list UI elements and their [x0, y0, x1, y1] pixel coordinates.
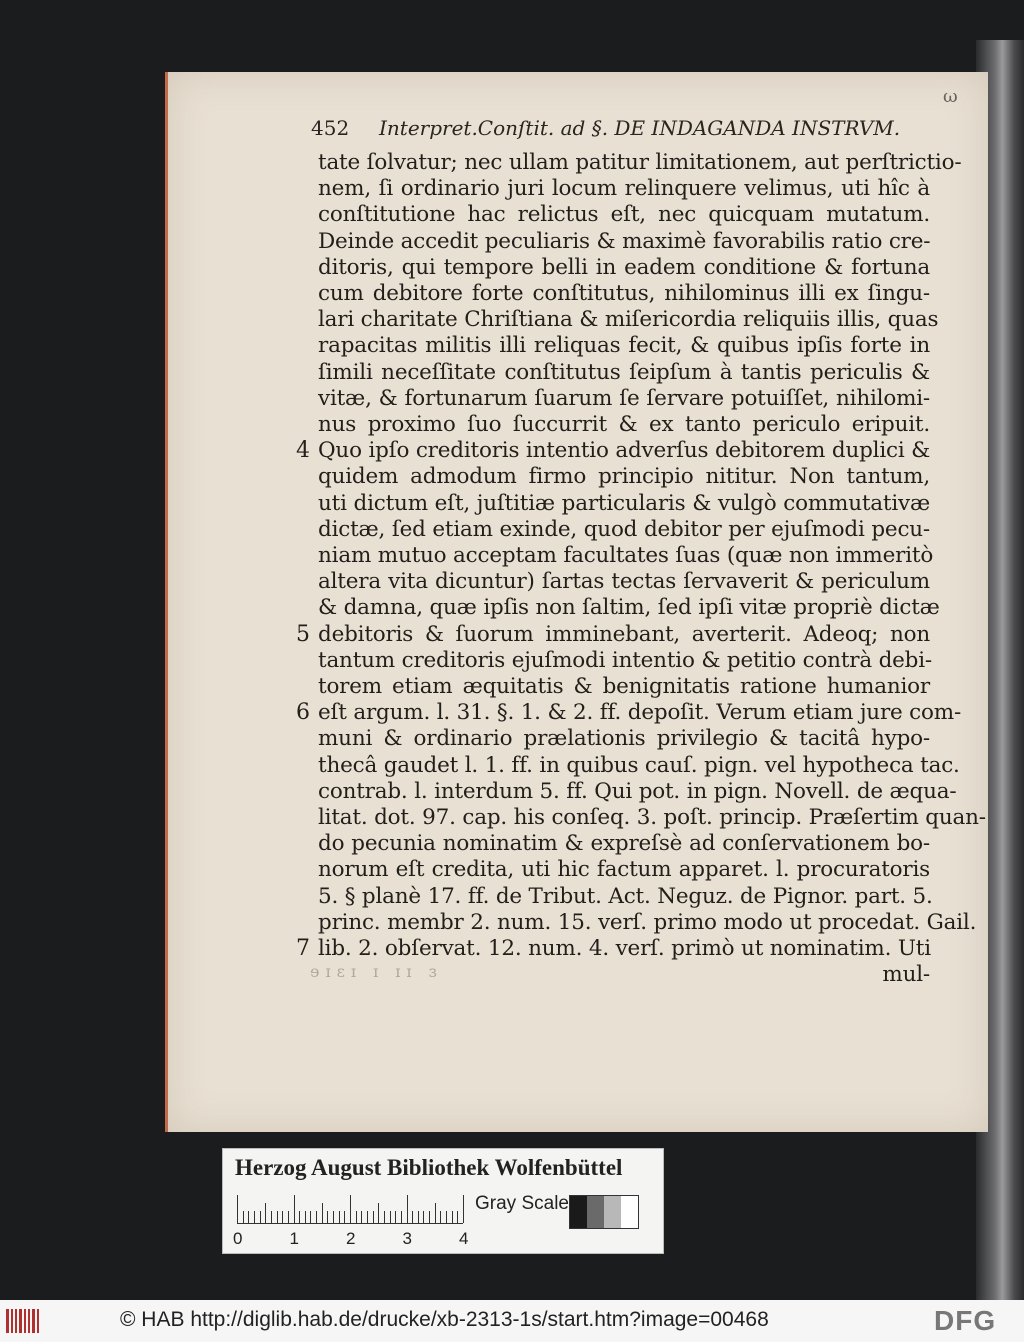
text-line: contrab. l. interdum 5. ff. Qui pot. in pign. Novell. de æqua- — [318, 778, 957, 804]
text-line: Quo ipſo creditoris intentio adverſus debitorem duplici & — [318, 438, 931, 464]
ruler-tick — [423, 1211, 424, 1223]
text-line: nem, ſi ordinario juri locum relinquere velimus, uti hîc à — [318, 176, 930, 202]
dfg-logo: DFG — [934, 1305, 997, 1336]
margin-number: 5 — [296, 621, 310, 647]
margin-number: 7 — [296, 936, 310, 961]
ruler-tick — [237, 1195, 238, 1223]
ruler-tick — [367, 1211, 368, 1223]
ruler-tick — [265, 1203, 266, 1223]
ruler-tick — [243, 1211, 244, 1223]
ruler — [237, 1193, 463, 1224]
ruler-tick — [361, 1211, 362, 1223]
text-line: norum eſt credita, uti hic factum apparet. l. procuratoris — [318, 857, 930, 883]
text-line: litat. dot. 97. cap. his conſeq. 3. poſt. princip. Præſertim quan- — [318, 805, 986, 830]
text-line: ditoris, qui tempore belli in eadem conditione & fortuna — [318, 254, 930, 280]
ruler-tick — [254, 1211, 255, 1223]
book-page — [165, 72, 988, 1132]
ruler-number: 3 — [402, 1229, 412, 1248]
text-line: torem etiam æquitatis & benignitatis ratione humanior — [318, 674, 930, 699]
text-line: lari charitate Chriſtiana & miſericordia reliquiis illis, quas — [318, 307, 939, 333]
ruler-tick — [407, 1195, 408, 1223]
text-line: eſt argum. l. 31. §. 1. & 2. ff. depoſit. Verum etiam jure com- — [318, 700, 962, 726]
ruler-tick — [435, 1203, 436, 1223]
text-line: & damna, quæ ipſis non ſaltim, ſed ipſi vitæ propriè dictæ — [318, 595, 940, 621]
margin-number: 6 — [296, 700, 310, 726]
ruler-tick — [333, 1211, 334, 1223]
ruler-tick — [457, 1211, 458, 1223]
text-line: conſtitutione hac relictus eſt, nec quicquam mutatum. — [318, 202, 930, 228]
ruler-tick — [344, 1211, 345, 1223]
text-line: tantum creditoris ejuſmodi intentio & petitio contrà debi- — [318, 647, 932, 673]
text-line: uti dictum eſt, juſtitiæ particularis & vulgò commutativæ — [318, 490, 930, 516]
text-line: dictæ, ſed etiam exinde, quod debitor per ejuſmodi pecu- — [318, 516, 930, 542]
ruler-tick — [310, 1211, 311, 1223]
text-line: mul- — [882, 962, 930, 988]
ruler-tick — [277, 1211, 278, 1223]
ruler-tick — [401, 1211, 402, 1223]
barcode-bar — [37, 1309, 39, 1333]
ruler-tick — [378, 1203, 379, 1223]
text-line: rapacitas militis illi reliquas fecit, & quibus ipſis forte in — [318, 333, 930, 359]
ruler-tick — [299, 1211, 300, 1223]
ruler-tick — [390, 1211, 391, 1223]
ruler-tick — [446, 1211, 447, 1223]
ruler-tick — [412, 1211, 413, 1223]
text-line: quidem admodum firmo principio nititur. Non tantum, — [318, 464, 930, 490]
ruler-tick — [429, 1211, 430, 1223]
ruler-tick — [322, 1203, 323, 1223]
ruler-tick — [271, 1211, 272, 1223]
color-card — [222, 1148, 664, 1254]
ruler-tick — [260, 1211, 261, 1223]
barcode-bar — [32, 1309, 35, 1333]
text-line: ſimili neceſſitate conſtitutus ſeipſum à tantis periculis & — [318, 359, 930, 385]
text-line: lib. 2. obſervat. 12. num. 4. verſ. primò ut nominatim. Uti — [318, 936, 931, 961]
ruler-number: 2 — [346, 1229, 356, 1248]
ruler-number: 0 — [233, 1229, 243, 1248]
text-line: debitoris & ſuorum imminebant, averterit. Adeoq; non — [318, 621, 930, 647]
text-line: cum debitore forte conſtitutus, nihilominus illi ex ſingu- — [318, 281, 930, 306]
ruler-tick — [418, 1211, 419, 1223]
barcode-bar — [24, 1309, 26, 1333]
text-line: tate ſolvatur; nec ullam patitur limitationem, aut perſtrictio- — [318, 150, 962, 175]
text-line: thecâ gaudet l. 1. ff. in quibus cauſ. pign. vel hypotheca tac. — [318, 752, 960, 778]
running-head-text: Interpret.Conſtit. ad §. DE INDAGANDA INSTRVM. — [379, 116, 901, 140]
barcode-bar — [6, 1309, 9, 1333]
text-line: vitæ, & fortunarum ſuarum ſe ſervare potuiſſet, nihilomi- — [318, 385, 930, 411]
gray-swatch — [587, 1196, 604, 1228]
ruler-tick — [316, 1211, 317, 1223]
ruler-tick — [288, 1211, 289, 1223]
ruler-tick — [327, 1211, 328, 1223]
ruler-tick — [294, 1195, 295, 1223]
ruler-tick — [384, 1211, 385, 1223]
margin-number: 4 — [296, 438, 310, 464]
ruler-tick — [440, 1211, 441, 1223]
ruler-tick — [452, 1211, 453, 1223]
ruler-tick — [350, 1195, 351, 1223]
text-line: niam mutuo acceptam facultates ſuas (quæ non immeritò — [318, 543, 934, 568]
text-line: 5. § planè 17. ff. de Tribut. Act. Neguz. de Pignor. part. 5. — [318, 883, 933, 909]
barcode-bar — [19, 1309, 22, 1333]
ruler-tick — [356, 1211, 357, 1223]
text-line: do pecunia nominatim & expreſsè ad conſervationem bo- — [318, 831, 930, 857]
gray-scale-label: Gray Scale — [475, 1193, 569, 1214]
ruler-tick — [463, 1195, 464, 1223]
ruler-tick — [339, 1211, 340, 1223]
corner-mark: ω — [943, 86, 958, 107]
library-name: Herzog August Bibliothek Wolfenbüttel — [235, 1155, 623, 1180]
ruler-tick — [395, 1211, 396, 1223]
footer-bar — [0, 1300, 1024, 1342]
copyright-link[interactable]: © HAB http://diglib.hab.de/drucke/xb-2313-1s/start.htm?image=00468 — [120, 1308, 769, 1331]
text-line: nus proximo ſuo ſuccurrit & ex tanto periculo eripuit. — [318, 412, 930, 437]
gray-swatch — [604, 1196, 621, 1228]
barcode-bar — [11, 1309, 13, 1333]
gray-swatch — [621, 1196, 638, 1228]
text-line: muni & ordinario prælationis privilegio & tacitâ hypo- — [318, 726, 930, 752]
text-line: Deinde accedit peculiaris & maximè favorabilis ratio cre- — [318, 228, 931, 254]
ruler-tick — [305, 1211, 306, 1223]
text-line: altera vita dicuntur) ſartas tectas ſervaverit & periculum — [318, 569, 930, 595]
ruler-tick — [248, 1211, 249, 1223]
ruler-tick — [282, 1211, 283, 1223]
gray-scale-swatches — [569, 1195, 639, 1229]
ruler-number: 4 — [459, 1229, 469, 1248]
barcode-bar — [28, 1309, 30, 1333]
gray-swatch — [570, 1196, 587, 1228]
running-head — [311, 116, 931, 144]
page-number: 452 — [311, 116, 350, 140]
barcode-icon — [6, 1309, 40, 1333]
bleed-through-text: ɘɪɛɪ ɪ ɪɪ ɜ — [310, 962, 443, 981]
ruler-number: 1 — [289, 1229, 299, 1248]
text-line: princ. membr 2. num. 15. verſ. primo modo ut procedat. Gail. — [318, 909, 977, 935]
barcode-bar — [15, 1309, 17, 1333]
ruler-tick — [373, 1211, 374, 1223]
